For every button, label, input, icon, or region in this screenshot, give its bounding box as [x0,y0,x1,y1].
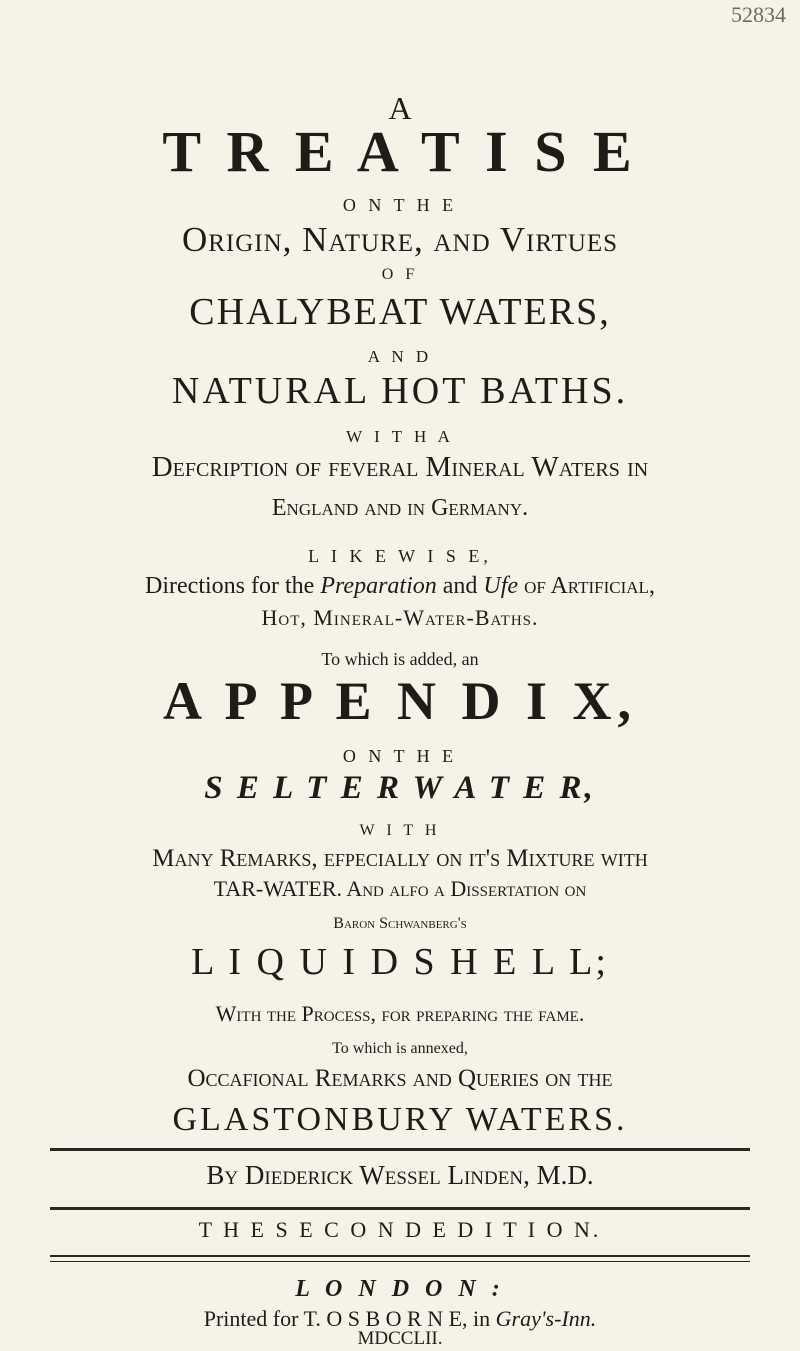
on-the-1: O N T H E [342,195,458,215]
middle-rule [50,1207,750,1210]
grays-inn: Gray's-Inn. [495,1306,597,1331]
directions-preparation: Preparation [320,573,437,599]
likewise: L I K E W I S E, [308,546,492,566]
directions-artificial: of Artificial, [518,573,655,599]
description-line [0,451,800,484]
and-line: A N D [367,347,433,366]
with-line: W I T H [359,822,441,839]
hot-line [0,605,800,631]
selter-water: S E L T E R W A T E R, [204,770,596,806]
directions-line [0,573,800,600]
edition-line: T H E S E C O N D E D I T I O N. [198,1217,602,1242]
description-text: Defcription of feveral Mineral Waters in [151,451,649,483]
appendix: A P P E N D I X, [162,671,638,731]
glastonbury-waters: GLASTONBURY WATERS. [172,1101,628,1138]
liquid-shell: L I Q U I D S H E L L; [191,941,609,983]
baron-text: Baron Schwanberg's [333,915,467,932]
shelfmark: 52834 [731,2,786,27]
occasional-text: Occafional Remarks and Queries on the [187,1065,613,1092]
tar-water-text: TAR-WATER. And alfo a Dissertation on [213,876,587,901]
chalybeat-waters: CHALYBEAT WATERS, [189,291,611,333]
bottom-rule-2 [50,1261,750,1262]
natural-hot-baths: NATURAL HOT BATHS. [171,370,629,412]
article-a: A [388,90,412,126]
imprint-date: MDCCLII. [357,1328,443,1349]
london: L O N D O N : [295,1276,505,1302]
directions-and: and [436,573,484,599]
title-treatise: T R E A T I S E [162,119,638,184]
origin-line-text: Origin, Nature, and Virtues [181,220,619,259]
many-remarks [0,845,800,873]
process-line [0,1001,800,1027]
directions-a: Directions for the [145,573,321,599]
tar-water-line [0,876,800,902]
printed-text: Printed for T. O S B O R N E, in [203,1306,496,1331]
occasional-line [0,1065,800,1093]
baron-line [0,915,800,933]
bottom-rule-1 [50,1255,750,1257]
author-text: By Diederick Wessel Linden, M.D. [206,1160,594,1190]
author-line [0,1160,800,1191]
of-line: O F [381,266,419,283]
origin-nature-virtues [0,220,800,260]
england-line [0,495,800,522]
directions-use: Ufe [483,573,519,599]
to-which-added: To which is added, an [321,649,479,669]
on-the-2: O N T H E [342,746,458,766]
process-text: With the Process, for preparing the fame. [215,1001,585,1026]
hot-line-text: Hot, Mineral-Water-Baths. [261,605,539,630]
top-rule [50,1148,750,1151]
england-text: England and in Germany. [271,495,529,521]
many-remarks-text: Many Remarks, efpecially on it's Mixture with [152,845,648,872]
annexed-line: To which is annexed, [332,1040,468,1057]
with-a: W I T H A [346,427,454,446]
